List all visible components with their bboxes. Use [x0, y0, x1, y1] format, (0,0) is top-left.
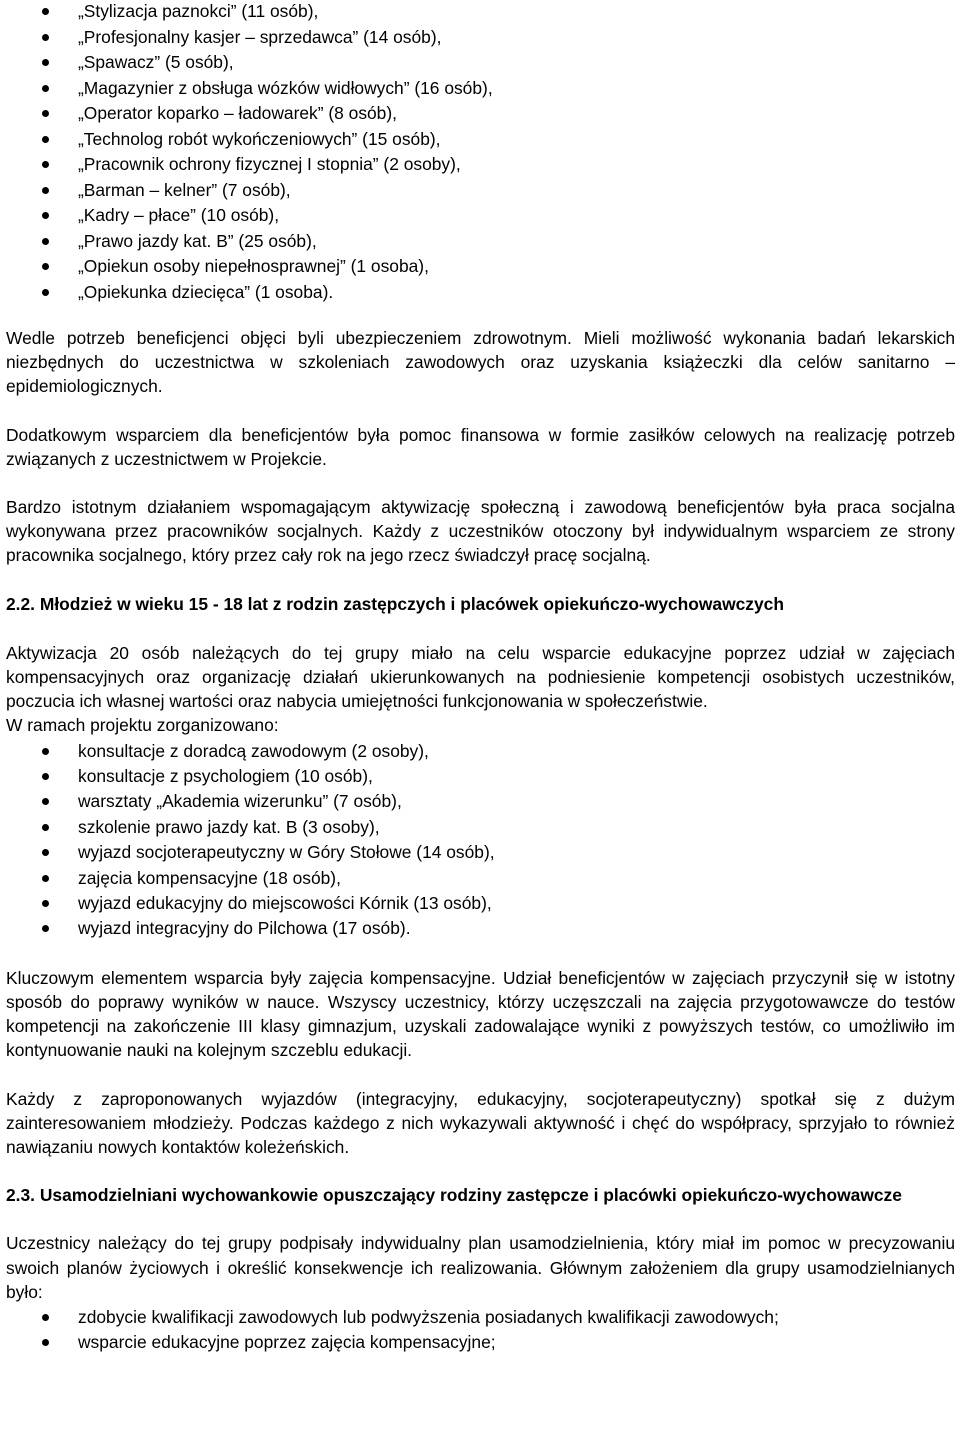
bullet-icon	[42, 1314, 49, 1321]
list-item: „Prawo jazdy kat. B” (25 osób),	[6, 229, 955, 255]
bullet-icon	[42, 8, 49, 15]
goals-list	[6, 1305, 955, 1356]
course-list	[6, 0, 955, 305]
list-item: „Kadry – płace” (10 osób),	[6, 203, 955, 229]
list-item: „Profesjonalny kasjer – sprzedawca” (14 osób),	[6, 25, 955, 51]
bullet-icon	[42, 824, 49, 831]
paragraph-financial: Dodatkowym wsparciem dla beneficjentów była pomoc finansowa w formie zasiłków celowych na realizację potrzeb związanych z uczestnictwem w Projekcie.	[6, 424, 955, 469]
list-item: wyjazd socjoterapeutyczny w Góry Stołowe (14 osób),	[6, 840, 955, 865]
paragraph-trips: Każdy z zaproponowanych wyjazdów (integracyjny, edukacyjny, socjoterapeutyczny) spotkał się z dużym zainteresowaniem młodzieży. Podczas każdego z nich wykazywali aktywność i chęć do współpracy, sprzyjało to również nawiązaniu nowych kontaktów koleżeńskich.	[6, 1088, 955, 1157]
paragraph-plan: Uczestnicy należący do tej grupy podpisały indywidualny plan usamodzielnienia, który miał im pomoc w precyzowaniu swoich planów życiowych i określić konsekwencje ich realizowania. Głównym założeniem dla grupy usamodzielnianych było:	[6, 1233, 955, 1302]
list-item: konsultacje z doradcą zawodowym (2 osoby),	[6, 739, 955, 764]
paragraph-activation: Aktywizacja 20 osób należących do tej grupy miało na celu wsparcie edukacyjne poprzez udział w zajęciach kompensacyjnych oraz organizację działań ukierunkowanych na podniesienie kompetencji osobistych uczestników, poczucia ich własnej wartości oraz nabycia umiejętności funkcjonowania w społeczeństwie.	[6, 642, 955, 712]
bullet-icon	[42, 136, 49, 143]
bullet-icon	[42, 773, 49, 780]
paragraph-social-work: Bardzo istotnym działaniem wspomagającym aktywizację społeczną i zawodową beneficjentów była praca socjalna wykonywana przez pracowników socjalnych. Każdy z uczestników otoczony był indywidualnym wsparciem ze strony pracownika socjalnego, który przez cały rok na jego rzecz świadczył pracę socjalną.	[6, 497, 955, 566]
list-item: szkolenie prawo jazdy kat. B (3 osoby),	[6, 815, 955, 840]
bullet-icon	[42, 161, 49, 168]
list-item: wyjazd integracyjny do Pilchowa (17 osób).	[6, 916, 955, 941]
bullet-icon	[42, 798, 49, 805]
paragraph-health: Wedle potrzeb beneficjenci objęci byli ubezpieczeniem zdrowotnym. Mieli możliwość wykonania badań lekarskich niezbędnych do uczestnictwa w szkoleniach zawodowych oraz uzyskania książeczki dla celów sanitarno – epidemiologicznych.	[6, 328, 955, 397]
list-item: „Stylizacja paznokci” (11 osób),	[6, 0, 955, 25]
bullet-icon	[42, 289, 49, 296]
list-item: „Magazynier z obsługa wózków widłowych” (16 osób),	[6, 76, 955, 102]
bullet-icon	[42, 212, 49, 219]
list-item: „Barman – kelner” (7 osób),	[6, 178, 955, 204]
bullet-icon	[42, 748, 49, 755]
list-item: wsparcie edukacyjne poprzez zajęcia kompensacyjne;	[6, 1330, 955, 1355]
bullet-icon	[42, 110, 49, 117]
bullet-icon	[42, 59, 49, 66]
list-item: „Pracownik ochrony fizycznej I stopnia” (2 osoby),	[6, 152, 955, 178]
bullet-icon	[42, 900, 49, 907]
bullet-icon	[42, 34, 49, 41]
bullet-icon	[42, 875, 49, 882]
section-heading-2-2: 2.2. Młodzież w wieku 15 - 18 lat z rodzin zastępczych i placówek opiekuńczo-wychowawczych	[6, 593, 784, 614]
section-heading-2-3: 2.3. Usamodzielniani wychowankowie opuszczający rodziny zastępcze i placówki opiekuńczo-wychowawcze	[6, 1185, 902, 1206]
list-item: „Operator koparko – ładowarek” (8 osób),	[6, 101, 955, 127]
bullet-icon	[42, 925, 49, 932]
list-item: warsztaty „Akademia wizerunku” (7 osób),	[6, 789, 955, 814]
list-item: „Opiekun osoby niepełnosprawnej” (1 osoba),	[6, 254, 955, 280]
list-item: zdobycie kwalifikacji zawodowych lub podwyższenia posiadanych kwalifikacji zawodowych;	[6, 1305, 955, 1330]
bullet-icon	[42, 849, 49, 856]
list-item: zajęcia kompensacyjne (18 osób),	[6, 866, 955, 891]
bullet-icon	[42, 187, 49, 194]
list-item: „Opiekunka dziecięca” (1 osoba).	[6, 280, 955, 306]
paragraph-key-element: Kluczowym elementem wsparcia były zajęcia kompensacyjne. Udział beneficjentów w zajęciach przyczynił się w istotny sposób do poprawy wyników w nauce. Wszyscy uczestnicy, którzy uczęszczali na zajęcia przygotowawcze do testów kompetencji na zakończenie III klasy gimnazjum, uzyskali zadowalające wyniki z powyższych testów, co umożliwiło im kontynuowanie nauki na kolejnym szczeblu edukacji.	[6, 967, 955, 1061]
document-page	[6, 0, 955, 1356]
list-item: wyjazd edukacyjny do miejscowości Kórnik (13 osób),	[6, 891, 955, 916]
bullet-icon	[42, 1339, 49, 1346]
bullet-icon	[42, 238, 49, 245]
bullet-icon	[42, 263, 49, 270]
bullet-icon	[42, 85, 49, 92]
list-item: „Spawacz” (5 osób),	[6, 50, 955, 76]
activities-list	[6, 739, 955, 942]
list-intro: W ramach projektu zorganizowano:	[6, 715, 279, 736]
list-item: konsultacje z psychologiem (10 osób),	[6, 764, 955, 789]
list-item: „Technolog robót wykończeniowych” (15 osób),	[6, 127, 955, 153]
